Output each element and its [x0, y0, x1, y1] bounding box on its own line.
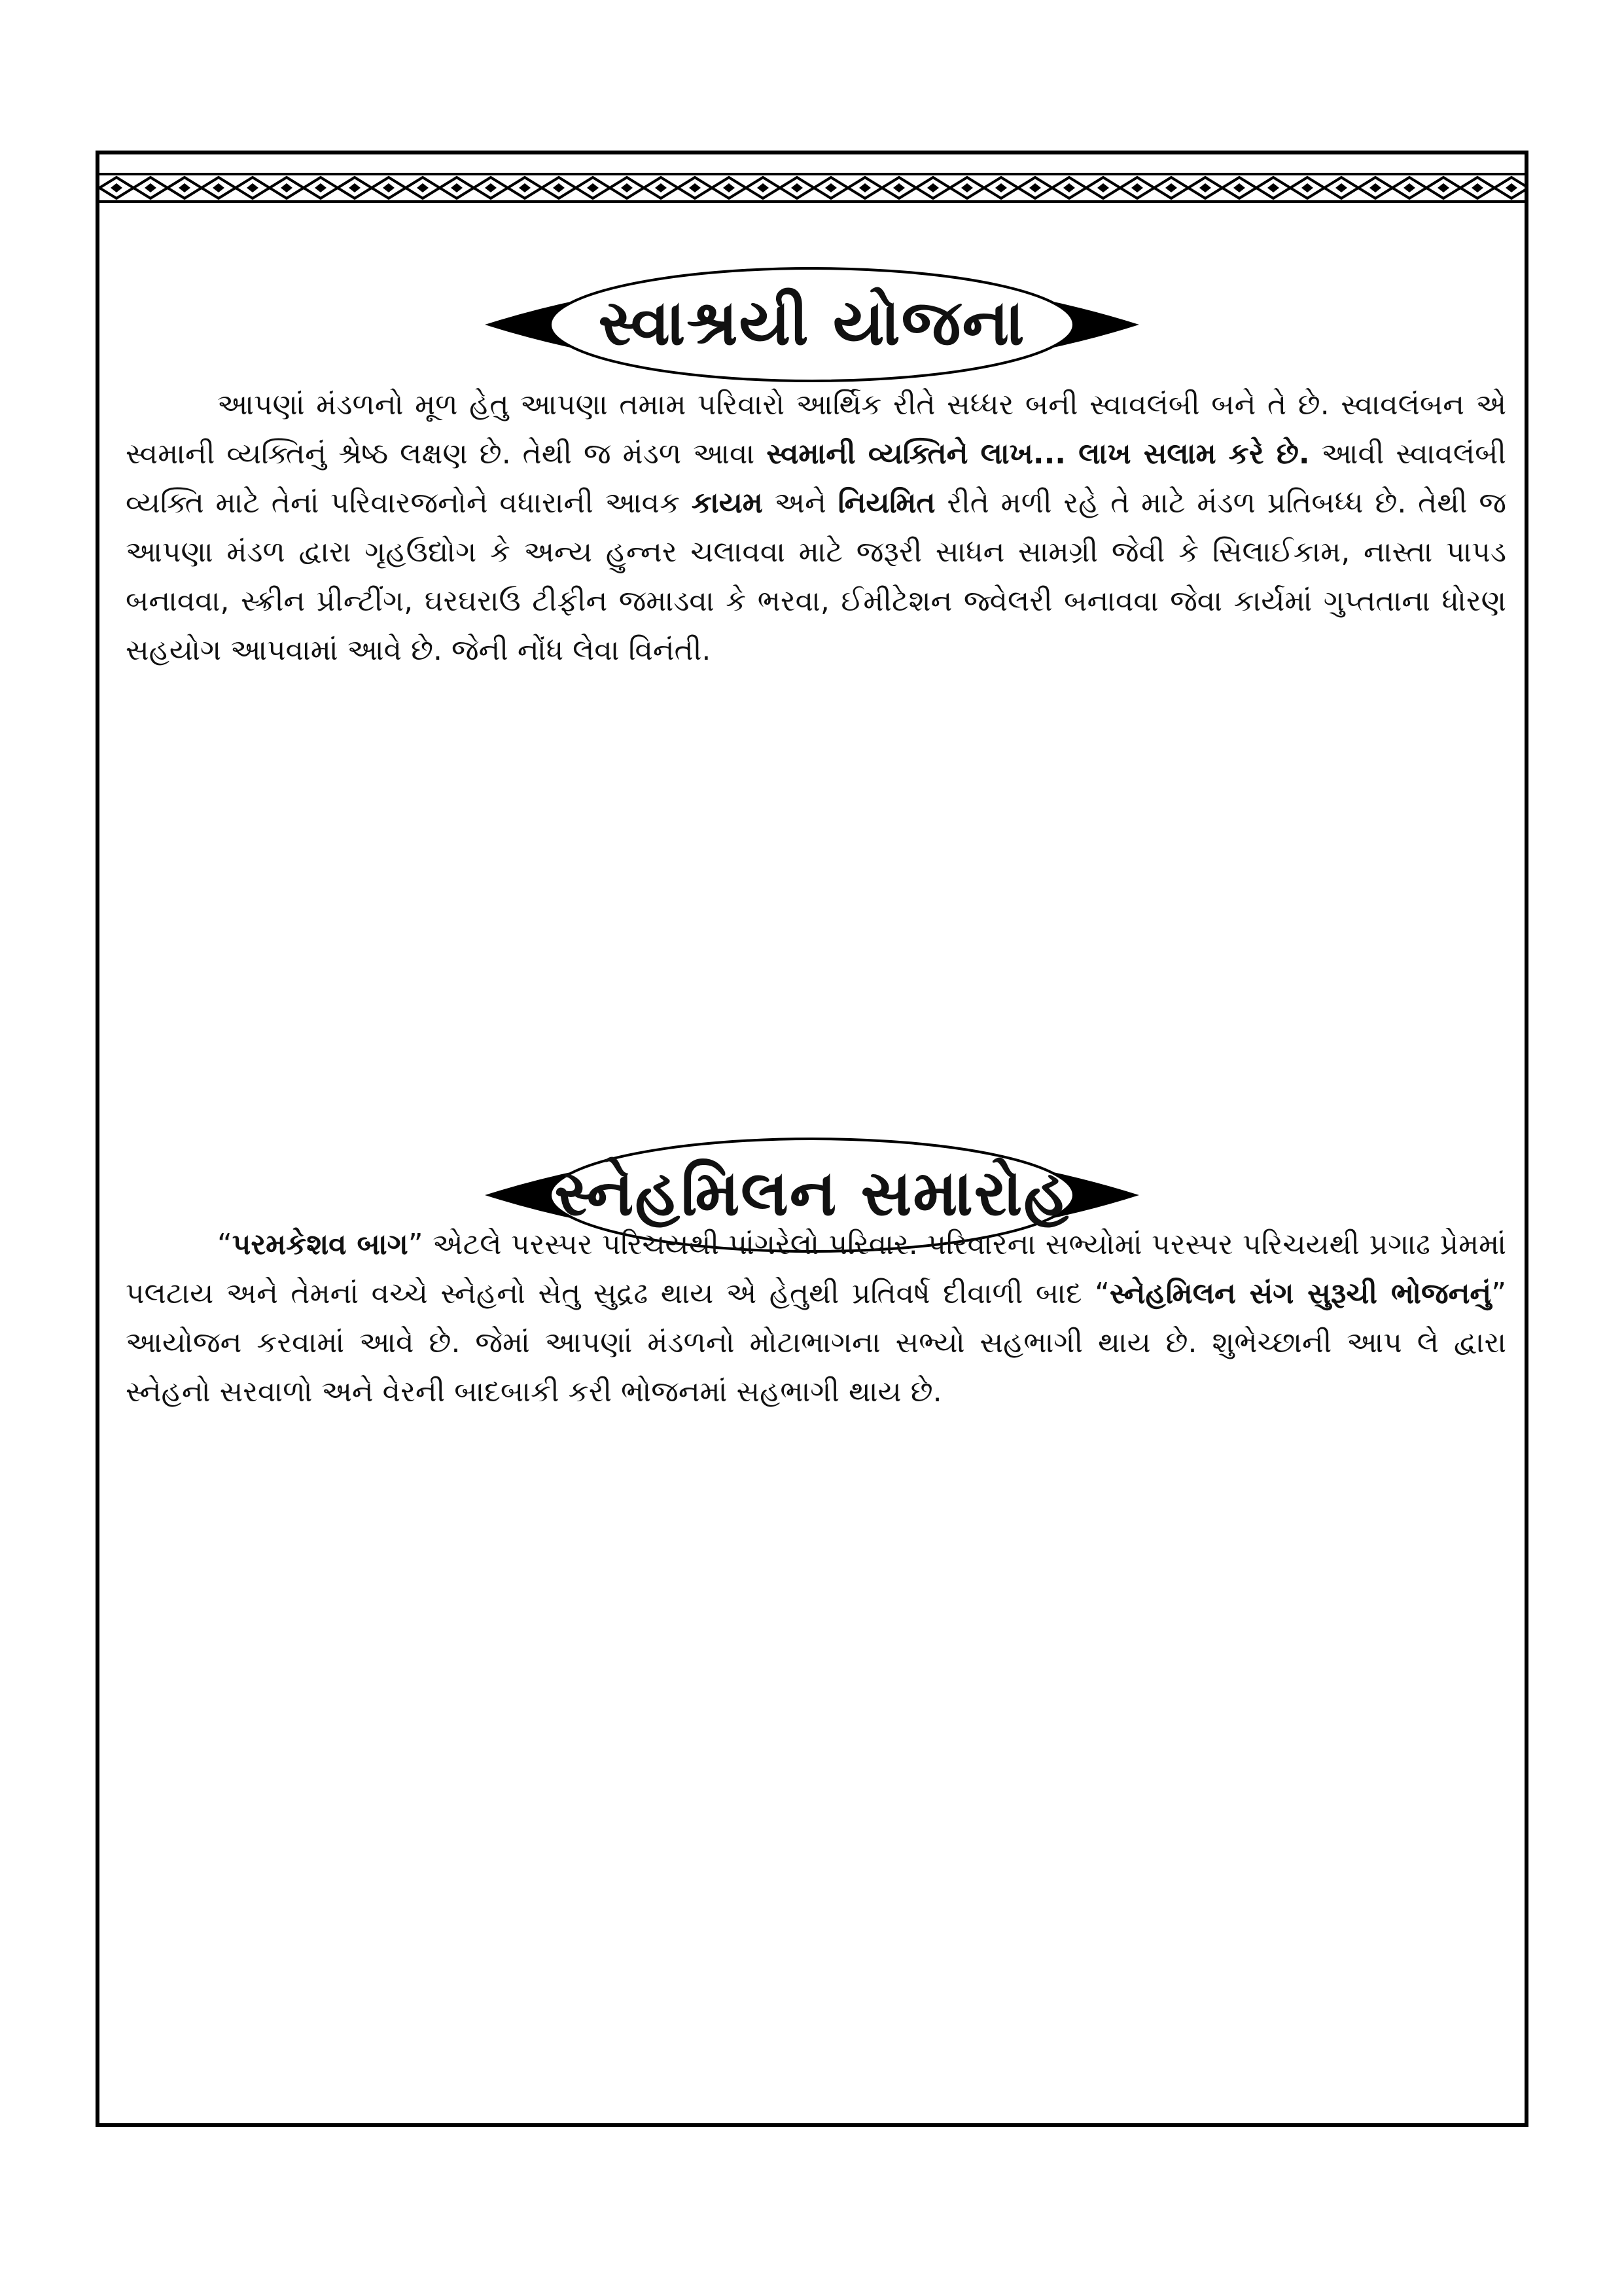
paragraph-text: આવી સ્વાવલંબી વ્યક્તિ માટે તેનાં પરિવારજનોને વધારાની આવક — [126, 437, 1506, 520]
paragraph-text: અને — [762, 486, 838, 520]
section-heading-title: સ્નેહમિલન સમારોહ — [554, 1157, 1070, 1230]
decorative-border-band — [99, 173, 1525, 203]
section-heading-banner — [99, 259, 1525, 390]
paragraph-text: રીતે મળી રહે તે માટે મંડળ પ્રતિબધ્ધ છે. તેથી જ આપણા મંડળ દ્વારા ગૃહઉદ્યોગ કે અન્ય હુન્નર ચલાવવા માટે જરૂરી સાધન સામગ્રી જેવી કે સિલાઈકામ, નાસ્તા પાપડ બનાવવા, સ્ક્રીન પ્રીન્ટીંગ, ઘરઘરાઉ ટીફીન જમાડવા કે ભરવા, ઈમીટેશન જ્વેલરી બનાવવા જેવા કાર્યમાં ગુપ્તતાના ધોરણ સહયોગ આપવામાં આવે છે. જેની નોંધ લેવા વિનંતી. — [126, 486, 1506, 667]
section-paragraph — [126, 380, 1506, 675]
paragraph-bold-text: નિયમિત — [838, 486, 936, 520]
paragraph-bold-text: પરમકેશવ બાગ — [232, 1228, 408, 1261]
paragraph-bold-text: કાયમ — [691, 486, 763, 520]
paragraph-text: “ — [217, 1228, 232, 1261]
page-frame — [96, 151, 1528, 2127]
paragraph-text: ” એટલે પરસ્પર પરિચયથી પાંગરેલો પરિવાર. પરિવારના સભ્યોમાં પરસ્પર પરિચયથી પ્રગાઢ પ્રેમમાં પલટાય અને તેમનાં વચ્ચે સ્નેહનો સેતુ સુદ્રઢ થાય એ હેતુથી પ્રતિવર્ષ દીવાળી બાદ “ — [126, 1228, 1506, 1310]
paragraph-text: ” આયોજન કરવામાં આવે છે. જેમાં આપણાં મંડળનો મોટાભાગના સભ્યો સહભાગી થાય છે. શુભેચ્છાની આપ લે દ્વારા સ્નેહનો સરવાળો અને વેરની બાદબાકી કરી ભોજનમાં સહભાગી થાય છે. — [126, 1277, 1507, 1408]
section-heading-title: સ્વાશ્રયી યોજના — [598, 286, 1026, 359]
paragraph-bold-text: સ્નેહમિલન સંગ સુરૂચી ભોજનનું — [1109, 1277, 1492, 1310]
diamond-pattern-icon — [99, 175, 1525, 200]
paragraph-bold-text: સ્વમાની વ્યક્તિને લાખ... લાખ સલામ કરે છે. — [766, 437, 1310, 471]
paragraph-text: આપણાં મંડળનો મૂળ હેતુ આપણા તમામ પરિવારો આર્થિક રીતે સધ્ધર બની સ્વાવલંબી બને તે છે. સ્વાવલંબન એ સ્વમાની વ્યક્તિનું શ્રેષ્ઠ લક્ષણ છે. તેથી જ મંડળ આવા — [126, 388, 1506, 471]
section-paragraph — [126, 1220, 1506, 1416]
